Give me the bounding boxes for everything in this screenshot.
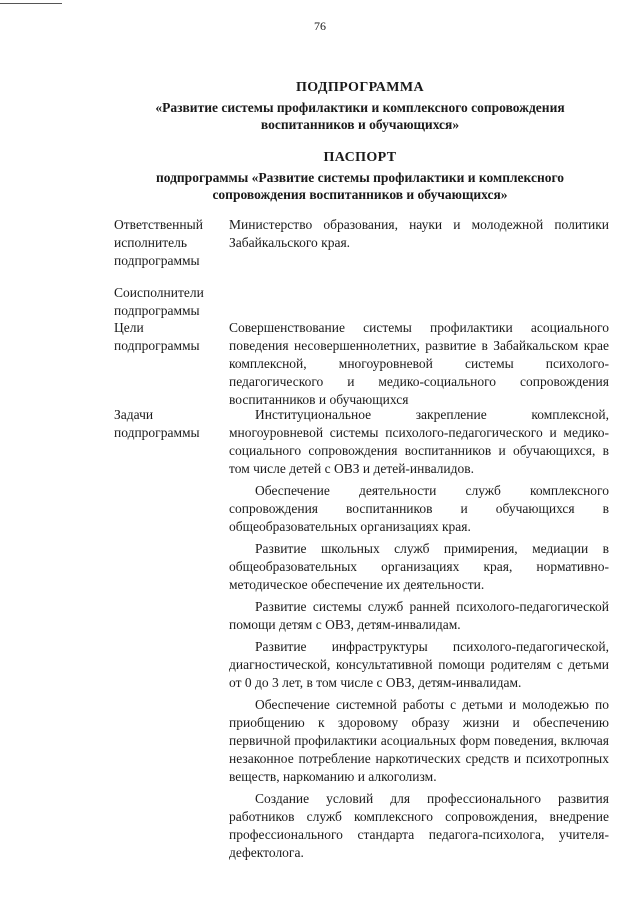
subprogram-subtitle bbox=[100, 99, 620, 133]
passport-title: ПАСПОРТ bbox=[323, 150, 397, 165]
subprogram-subtitle-line: «Развитие системы профилактики и комплексного сопровождения bbox=[155, 100, 565, 115]
label-line: Цели bbox=[114, 320, 144, 335]
label-line: Ответственный bbox=[114, 217, 203, 232]
label-line: подпрограммы bbox=[114, 425, 200, 440]
page-number: 76 bbox=[314, 19, 326, 33]
label-line: подпрограммы bbox=[114, 338, 200, 353]
label-line: подпрограммы bbox=[114, 253, 200, 268]
task-item: Институциональное закрепление комплексной, многоуровневой системы психолого-педагогического и медико-социального сопровождения воспитанников и обучающихся, в том числе детей с ОВЗ и детей-инвалидов. bbox=[229, 407, 609, 476]
subprogram-subtitle-line: воспитанников и обучающихся» bbox=[260, 117, 460, 132]
passport-subtitle-line: подпрограммы «Развитие системы профилактики и комплексного bbox=[155, 170, 565, 185]
corner-rule bbox=[0, 3, 62, 4]
tasks-value bbox=[229, 406, 609, 866]
label-line: исполнитель bbox=[114, 235, 187, 250]
coexecutors-label bbox=[114, 284, 224, 320]
label-line: подпрограммы bbox=[114, 303, 200, 318]
goals-label bbox=[114, 319, 224, 355]
task-item: Развитие системы служб ранней психолого-педагогической помощи детям с ОВЗ, детям-инвалидам. bbox=[229, 599, 609, 632]
task-item: Развитие инфраструктуры психолого-педагогической, диагностической, консультативной помощи родителям с детьми от 0 до 3 лет, в том числе с ОВЗ, детям-инвалидам. bbox=[229, 639, 609, 690]
task-item: Обеспечение деятельности служб комплексного сопровождения воспитанников и обучающихся в общеобразовательных организациях края. bbox=[229, 483, 609, 534]
responsible-text: Министерство образования, науки и молодежной политики Забайкальского края. bbox=[229, 217, 609, 250]
task-item: Обеспечение системной работы с детьми и молодежью по приобщению к здоровому образу жизни и обеспечению первичной профилактики асоциальных форм поведения, включая незаконное потребление наркотических средств и психотропных веществ, наркоманию и алкоголизм. bbox=[229, 697, 609, 784]
task-item: Создание условий для профессионального развития работников служб комплексного сопровождения, внедрение профессионального стандарта педагога-психолога, учителя-дефектолога. bbox=[229, 791, 609, 860]
subprogram-title: ПОДПРОГРАММА bbox=[295, 80, 425, 95]
passport-subtitle-line: сопровождения воспитанников и обучающихся» bbox=[212, 187, 508, 202]
goals-value bbox=[229, 319, 609, 413]
goals-text: Совершенствование системы профилактики асоциального поведения несовершеннолетних, развитие в Забайкальском крае комплексной, многоуровневой системы психолого-педагогического и медико-социального сопровождения воспитанников и обучающихся bbox=[229, 320, 609, 407]
label-line: Соисполнители bbox=[114, 285, 204, 300]
passport-subtitle bbox=[100, 169, 620, 203]
label-line: Задачи bbox=[114, 407, 154, 422]
task-item: Развитие школьных служб примирения, медиации в общеобразовательных организациях края, нормативно-методическое обеспечение их деятельности. bbox=[229, 541, 609, 592]
responsible-label bbox=[114, 216, 224, 270]
responsible-value bbox=[229, 216, 609, 256]
tasks-label bbox=[114, 406, 224, 442]
